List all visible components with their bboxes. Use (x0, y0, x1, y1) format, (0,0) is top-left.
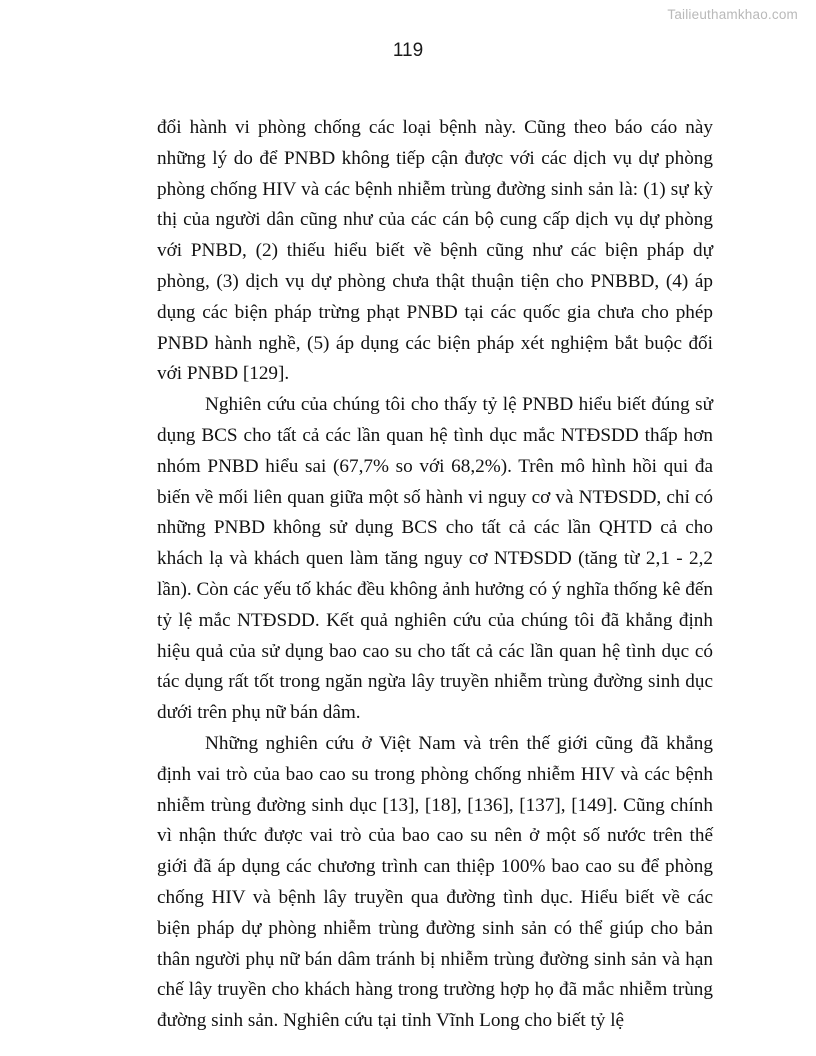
paragraph-1: đổi hành vi phòng chống các loại bệnh này. Cũng theo báo cáo này những lý do để PNBD không tiếp cận được với các dịch vụ dự phòng phòng chống HIV và các bệnh nhiễm trùng đường sinh sản là: (1) sự kỳ thị của người dân cũng như của các cán bộ cung cấp dịch vụ dự phòng với PNBD, (2) thiếu hiểu biết về bệnh cũng như các biện pháp dự phòng, (3) dịch vụ dự phòng chưa thật thuận tiện cho PNBBD, (4) áp dụng các biện pháp trừng phạt PNBD tại các quốc gia chưa cho phép PNBD hành nghề, (5) áp dụng các biện pháp xét nghiệm bắt buộc đối với PNBD [129]. (157, 117, 713, 385)
page-number: 119 (392, 40, 424, 61)
paragraph-2: Nghiên cứu của chúng tôi cho thấy tỷ lệ PNBD hiểu biết đúng sử dụng BCS cho tất cả các lần quan hệ tình dục mắc NTĐSDD thấp hơn nhóm PNBD hiểu sai (67,7% so với 68,2%). Trên mô hình hồi qui đa biến về mối liên quan giữa một số hành vi nguy cơ và NTĐSDD, chỉ có những PNBD không sử dụng BCS cho tất cả các lần QHTD cả cho khách lạ và khách quen làm tăng nguy cơ NTĐSDD (tăng từ 2,1 - 2,2 lần). Còn các yếu tố khác đều không ảnh hưởng có ý nghĩa thống kê đến tỷ lệ mắc NTĐSDD. Kết quả nghiên cứu của chúng tôi đã khẳng định hiệu quả của sử dụng bao cao su cho tất cả các lần quan hệ tình dục có tác dụng rất tốt trong ngăn ngừa lây truyền nhiễm trùng đường sinh dục dưới trên phụ nữ bán dâm. (157, 394, 713, 724)
document-body (157, 113, 713, 1037)
watermark-text: Tailieuthamkhao.com (667, 7, 798, 22)
paragraph-3: Những nghiên cứu ở Việt Nam và trên thế giới cũng đã khẳng định vai trò của bao cao su trong phòng chống nhiễm HIV và các bệnh nhiễm trùng đường sinh dục [13], [18], [136], [137], [149]. Cũng chính vì nhận thức được vai trò của bao cao su nên ở một số nước trên thế giới đã áp dụng các chương trình can thiệp 100% bao cao su để phòng chống HIV và bệnh lây truyền qua đường tình dục. Hiểu biết về các biện pháp dự phòng nhiễm trùng đường sinh sản có thể giúp cho bản thân người phụ nữ bán dâm tránh bị nhiễm trùng đường sinh sản và hạn chế lây truyền cho khách hàng trong trường hợp họ đã mắc nhiễm trùng đường sinh sản. Nghiên cứu tại tỉnh Vĩnh Long cho biết tỷ lệ (157, 732, 713, 1032)
